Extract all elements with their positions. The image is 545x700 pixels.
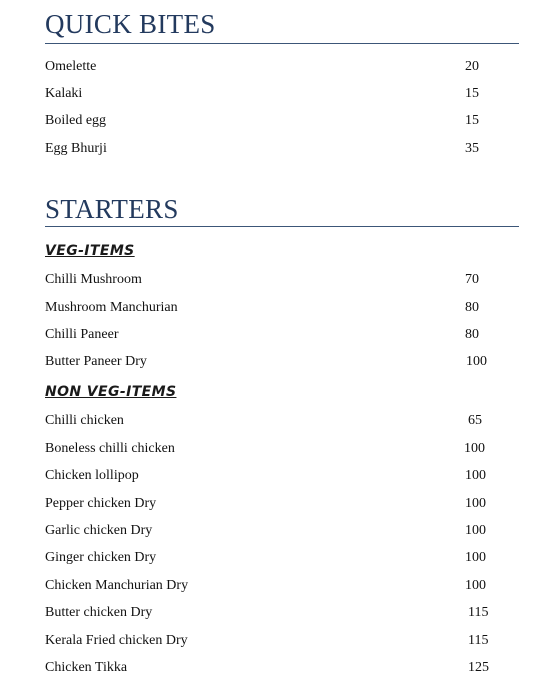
menu-item-row [45, 325, 519, 345]
item-name: Chilli Paneer [45, 327, 119, 342]
item-name: Chilli chicken [45, 413, 124, 428]
item-name: Chicken lollipop [45, 468, 139, 483]
menu-item-row [45, 57, 519, 77]
item-name: Chilli Mushroom [45, 272, 142, 287]
quick-bites-title: QUICK BITES [45, 9, 216, 39]
item-name: Kerala Fried chicken Dry [45, 633, 188, 648]
item-price: 100 [464, 441, 485, 456]
item-name: Kalaki [45, 86, 83, 101]
starters-title: STARTERS [45, 194, 179, 224]
menu-item-row [45, 411, 519, 431]
menu-item-row [45, 84, 519, 104]
item-name: Egg Bhurji [45, 141, 107, 156]
menu-item-row [45, 658, 519, 678]
item-name: Chicken Tikka [45, 660, 128, 675]
item-name: Boneless chilli chicken [45, 441, 175, 456]
item-name: Butter chicken Dry [45, 605, 153, 620]
menu-item-row [45, 139, 519, 159]
item-name: Mushroom Manchurian [45, 300, 178, 315]
menu-item-row [45, 352, 519, 372]
item-name: Butter Paneer Dry [45, 354, 147, 369]
menu-item-row [45, 576, 519, 596]
veg-items-heading: VEG-ITEMS [45, 243, 135, 259]
menu-item-row [45, 603, 519, 623]
quick-bites-divider [45, 43, 519, 44]
item-price: 100 [465, 523, 486, 538]
menu-item-row [45, 298, 519, 318]
starters-divider [45, 226, 519, 227]
item-price: 100 [465, 578, 486, 593]
item-price: 35 [465, 141, 479, 156]
menu-item-row [45, 466, 519, 486]
menu-item-row [45, 270, 519, 290]
menu-item-row [45, 631, 519, 651]
menu-item-row [45, 439, 519, 459]
item-name: Omelette [45, 59, 97, 74]
item-price: 80 [465, 300, 479, 315]
menu-item-row [45, 521, 519, 541]
item-price: 100 [465, 468, 486, 483]
item-price: 65 [468, 413, 482, 428]
item-price: 80 [465, 327, 479, 342]
item-name: Pepper chicken Dry [45, 496, 157, 511]
non-veg-items-heading: NON VEG-ITEMS [45, 384, 177, 400]
item-price: 20 [465, 59, 479, 74]
menu-item-row [45, 548, 519, 568]
item-price: 125 [468, 660, 489, 675]
item-price: 100 [465, 496, 486, 511]
item-price: 115 [468, 605, 489, 620]
item-price: 70 [465, 272, 479, 287]
item-price: 100 [466, 354, 487, 369]
item-name: Boiled egg [45, 113, 107, 128]
item-price: 15 [465, 86, 479, 101]
menu-item-row [45, 111, 519, 131]
item-price: 115 [468, 633, 489, 648]
item-price: 15 [465, 113, 479, 128]
item-name: Garlic chicken Dry [45, 523, 153, 538]
item-name: Chicken Manchurian Dry [45, 578, 189, 593]
item-name: Ginger chicken Dry [45, 550, 157, 565]
item-price: 100 [465, 550, 486, 565]
menu-item-row [45, 494, 519, 514]
